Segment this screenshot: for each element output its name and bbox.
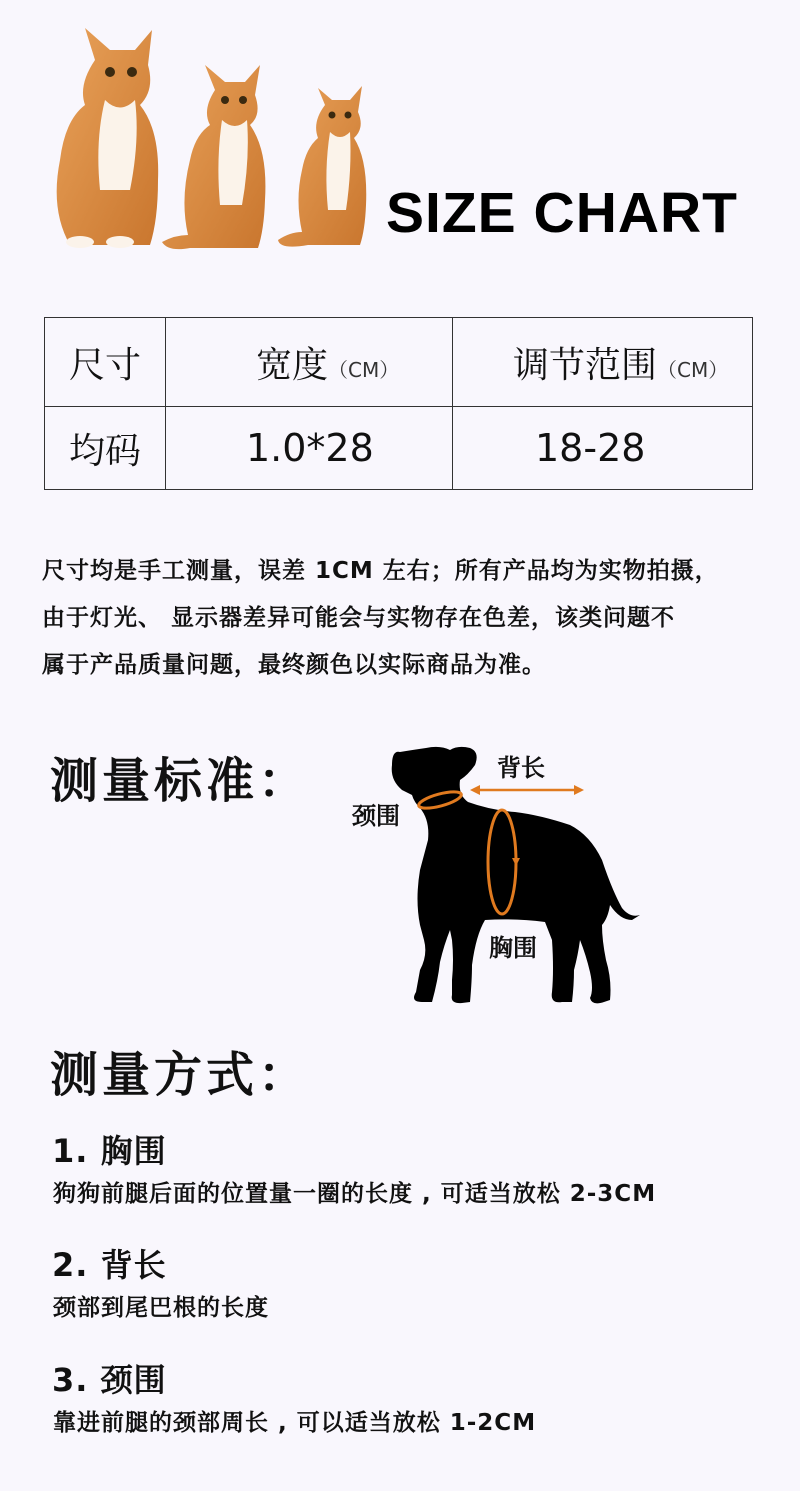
header-label: 宽度 bbox=[256, 344, 329, 386]
header-label: 调节范围 bbox=[513, 344, 658, 386]
note-line: 由于灯光、 显示器差异可能会与实物存在色差，该类问题不 bbox=[42, 605, 676, 631]
cat-medium-icon bbox=[162, 65, 265, 249]
label-back-length: 背长 bbox=[497, 754, 545, 782]
method-item-chest-title: 1. 胸围 bbox=[52, 1132, 167, 1170]
measure-standard-title: 测量标准： bbox=[50, 753, 311, 809]
method-item-back-desc: 颈部到尾巴根的长度 bbox=[53, 1295, 269, 1321]
method-item-neck-desc: 靠进前腿的颈部周长 , 可以适当放松 1-2CM bbox=[53, 1410, 537, 1436]
back-length-arrow-icon bbox=[470, 785, 584, 795]
size-chart-title: SIZE CHART bbox=[386, 181, 738, 245]
method-item-neck-title: 3. 颈围 bbox=[52, 1361, 167, 1399]
label-chest: 胸围 bbox=[489, 934, 537, 962]
cell-range: 18-28 bbox=[453, 407, 753, 490]
measure-method-title: 测量方式： bbox=[50, 1047, 311, 1103]
header-unit: （CM） bbox=[657, 357, 729, 382]
cat-large-icon bbox=[57, 28, 159, 248]
table-header-row bbox=[45, 318, 753, 407]
table-row bbox=[45, 407, 753, 490]
cell-width: 1.0*28 bbox=[166, 407, 453, 490]
method-item-back-title: 2. 背长 bbox=[52, 1246, 167, 1284]
header-unit: （CM） bbox=[328, 357, 400, 382]
table-header-size bbox=[45, 318, 166, 407]
measurement-note bbox=[42, 548, 762, 689]
note-line: 尺寸均是手工测量，误差 1CM 左右；所有产品均为实物拍摄， bbox=[42, 558, 719, 584]
table-header-width bbox=[166, 318, 453, 407]
method-item-chest-desc: 狗狗前腿后面的位置量一圈的长度 , 可适当放松 2-3CM bbox=[53, 1181, 657, 1207]
size-table bbox=[44, 317, 753, 490]
note-line: 属于产品质量问题，最终颜色以实际商品为准。 bbox=[42, 652, 546, 678]
cat-small-icon bbox=[278, 86, 366, 247]
header-label: 尺寸 bbox=[68, 344, 141, 386]
cats-image bbox=[40, 20, 380, 260]
cell-size: 均码 bbox=[45, 407, 166, 490]
table-header-range bbox=[453, 318, 753, 407]
label-neck: 颈围 bbox=[352, 802, 400, 830]
